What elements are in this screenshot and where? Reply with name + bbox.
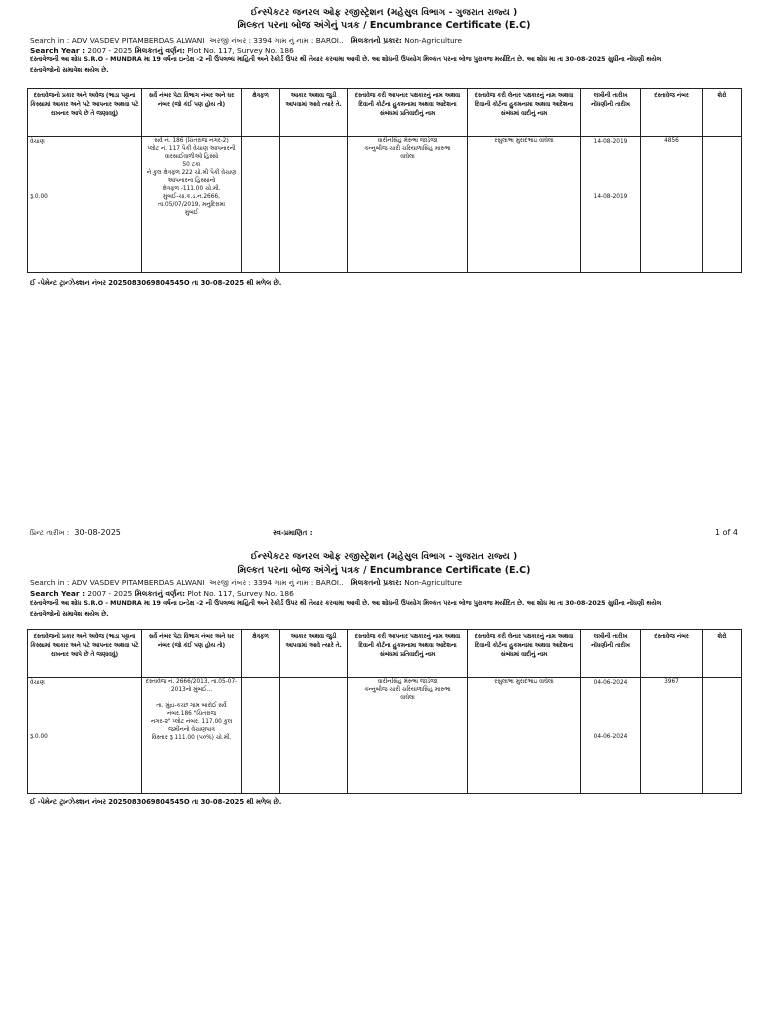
search-year-line: Search Year : 2007 - 2025 મિલકતનું વર્ણન: Plot No. 117, Survey No. 186	[30, 46, 294, 55]
executant-name: વારીનસિંહ મેરુભા જાડેજા કન્નુબીજ ચારી ચરિયાળાસિંહ મારુભા વાઘેલા	[348, 137, 468, 273]
survey-details: દસ્તાવેજ નં. 2666/2013, તા.05-07-2013નો મુંબઈ... તા. મુંદ્રા-કચ્છ ગામ બારોઈ સર્વે નંબર.186 "ચિતરાજ નગર-૨" પ્લોટ નંબર. 117.00 કુલ જમીનનો વેચાણપાત્ર વિસ્તાર રૂ 111.00 (૫૦%) ચો.મી.	[142, 678, 242, 794]
col-assessment: આકાર અથવા જુડી આપવામાં આવે ત્યારે તે.	[280, 89, 348, 137]
statement-line-1: દસ્તાવેજની આ શોધ S.R.O - MUNDRA મા 19 વર્ષના ઇન્ડેક્ષ -2 ની ઉપલબ્ધ માહિતી અને રેકોર્ડ ઉપર થી તૈયાર કરવામા આવી છે. આ શોધની ઉપયોગ મિલ્કત પરના બોજ પુરાવજ મર્યાદિત છે. આ શોધ મા તા 30-08-2025 સુધીના નોંધણી થયેલ	[30, 600, 662, 607]
statement-line-1: દસ્તાવેજની આ શોધ S.R.O - MUNDRA મા 19 વર્ષના ઇન્ડેક્ષ -2 ની ઉપલબ્ધ માહિતી અને રેકોર્ડ ઉપર થી તૈયાર કરવામા આવી છે. આ શોધની ઉપયોગ મિલ્કત પરના બોજ પુરાવજ મર્યાદિત છે. આ શોધ મા તા 30-08-2025 સુધીના નોંધણી થયેલ	[30, 56, 662, 63]
page-subtitle: મિલ્કત પરના બોજ અંગેનું પત્રક / Encumbrance Certificate (E.C)	[237, 20, 531, 31]
document-number: 4856	[641, 137, 703, 273]
claimant-name: રસુલાભા મુરાદભાઇ વાઘેલા	[468, 137, 581, 273]
consideration: રૂ.0.00	[30, 734, 48, 740]
statement-line-2: દસ્તાવેજોનો સમાવેશ થયેલ છે.	[30, 611, 109, 618]
assessment-cell	[280, 678, 348, 794]
doc-type: વેચાણ	[30, 139, 45, 145]
page-title: ઈન્સ્પેકટર જનરલ ઓફ રજીસ્ટ્રેશન (મહેસુલ વિભાગ - ગુજરાત રાજ્ય )	[250, 8, 518, 18]
payment-footer: ઈ -પેમેન્ટ ટ્રાન્ઝેક્શન નંબર 2025083069804545О તા 30-08-2025 થી મળેલ છે.	[30, 279, 282, 287]
col-area: ક્ષેત્રફળ	[242, 630, 280, 678]
execution-date: 04-06-2024	[593, 680, 628, 686]
table-header-row	[28, 630, 742, 678]
col-doc-type: દસ્તાવેજનો પ્રકાર અને અવેજ (ભાડા પટ્ટાના કિસ્સામાં આકાર અને પટે આપનાર અથવા પટે રાખનાર આપે છે તે જણાવવું)	[28, 630, 142, 678]
col-dates: લખીની તારીખ નોંધણીની તારીખ	[581, 630, 641, 678]
table-header-row	[28, 89, 742, 137]
payment-footer: ઈ -પેમેન્ટ ટ્રાન્ઝેક્શન નંબર 2025083069804545О તા 30-08-2025 થી મળેલ છે.	[30, 798, 282, 806]
area-cell	[242, 678, 280, 794]
encumbrance-table	[27, 88, 742, 273]
col-executant: દસ્તાવેજ કરી આપનાર પક્ષકારનું નામ અથવા દિવાની કોર્ટના હુકમનામા અથવા આદેશના સંબંધમાં પ્રતિવાદીનું નામ	[348, 630, 468, 678]
remarks-cell	[703, 137, 742, 273]
col-remarks: શેરો	[703, 630, 742, 678]
col-remarks: શેરો	[703, 89, 742, 137]
assessment-cell	[280, 137, 348, 273]
remarks-cell	[703, 678, 742, 794]
executant-name: વારીનસિંહ મેરુભા જાડેજા કન્નુબીજ ચારી ચરિયાળાસિંહ મારુભા વાઘેલા	[348, 678, 468, 794]
encumbrance-table	[27, 629, 742, 794]
col-claimant: દસ્તાવેજ કરી લેનાર પક્ષકારનું નામ અથવા દિવાની કોર્ટના હુકમનામા અથવા આદેશના સંબંધમાં વાદીનું નામ	[468, 630, 581, 678]
page-subtitle: મિલ્કત પરના બોજ અંગેનું પત્રક / Encumbrance Certificate (E.C)	[237, 565, 531, 576]
doc-type: વેચાણ	[30, 680, 45, 686]
col-survey-no: સર્વે નંબર પેટા વિભાગ નંબર અને ઘર નંબર (જો કંઈ પણ હોય તો)	[142, 630, 242, 678]
col-doc-type: દસ્તાવેજનો પ્રકાર અને અવેજ (ભાડા પટ્ટાના કિસ્સામાં આકાર અને પટે આપનાર અથવા પટે રાખનાર આપે છે તે જણાવવું)	[28, 89, 142, 137]
col-executant: દસ્તાવેજ કરી આપનાર પક્ષકારનું નામ અથવા દિવાની કોર્ટના હુકમનામા અથવા આદેશના સંબંધમાં પ્રતિવાદીનું નામ	[348, 89, 468, 137]
self-certified-label: સ્વ-પ્રમાણિત :	[273, 529, 313, 537]
execution-date: 14-08-2019	[593, 139, 628, 145]
statement-line-2: દસ્તાવેજોનો સમાવેશ થયેલ છે.	[30, 67, 109, 74]
col-assessment: આકાર અથવા જુડી આપવામાં આવે ત્યારે તે.	[280, 630, 348, 678]
col-area: ક્ષેત્રફળ	[242, 89, 280, 137]
claimant-name: રસુલાભા મુરાદભાઇ વાઘેલા	[468, 678, 581, 794]
col-doc-number: દસ્તાવેજ નંબર	[641, 89, 703, 137]
search-in-line: Search in : ADV VASDEV PITAMBERDAS ALWANI અરજી નંબર : 3394 ગામ નું નામ : BAROI.. મિલકતનો પ્રકાર: Non-Agriculture	[30, 578, 463, 587]
registration-date: 14-08-2019	[593, 194, 628, 200]
col-dates: લખીની તારીખ નોંધણીની તારીખ	[581, 89, 641, 137]
search-in-line: Search in : ADV VASDEV PITAMBERDAS ALWANI અરજી નંબર : 3394 ગામ નું નામ : BAROI.. મિલકતનો પ્રકાર: Non-Agriculture	[30, 36, 463, 45]
document-number: 3967	[641, 678, 703, 794]
area-cell	[242, 137, 280, 273]
search-year-line: Search Year : 2007 - 2025 મિલકતનું વર્ણન: Plot No. 117, Survey No. 186	[30, 589, 294, 598]
consideration: રૂ.0.00	[30, 194, 48, 200]
table-row	[28, 678, 742, 794]
table-row	[28, 137, 742, 273]
page-title: ઈન્સ્પેકટર જનરલ ઓફ રજીસ્ટ્રેશન (મહેસુલ વિભાગ - ગુજરાત રાજ્ય )	[250, 552, 518, 562]
col-survey-no: સર્વે નંબર પેટા વિભાગ નંબર અને ઘર નંબર (જો કંઈ પણ હોય તો)	[142, 89, 242, 137]
print-date: પ્રિન્ટ તારીખ : 30-08-2025	[30, 528, 121, 537]
col-doc-number: દસ્તાવેજ નંબર	[641, 630, 703, 678]
page-number: 1 of 4	[715, 528, 738, 537]
registration-date: 04-06-2024	[593, 734, 628, 740]
col-claimant: દસ્તાવેજ કરી લેનાર પક્ષકારનું નામ અથવા દિવાની કોર્ટના હુકમનામા અથવા આદેશના સંબંધમાં વાદીનું નામ	[468, 89, 581, 137]
survey-details: સર્વે નં. 186 (ચિતરાજ નગર-2) પ્લોટ નં. 117 પૈકી વેચાણ આપનારની વારસાઈવાળીઓ હિસ્સો 50 ટકા ને કુલ ક્ષેત્રફળ 222 ચો.મી પૈકી વેચાણ આપનારના હિસ્સાનો ક્ષેત્રફળ -111.00 ચો.મી. મુંબઈ-ચા.ક.ડ.ન.2666, તા.05/07/2019, મનુદિરામાં મુંબઈ	[142, 137, 242, 273]
